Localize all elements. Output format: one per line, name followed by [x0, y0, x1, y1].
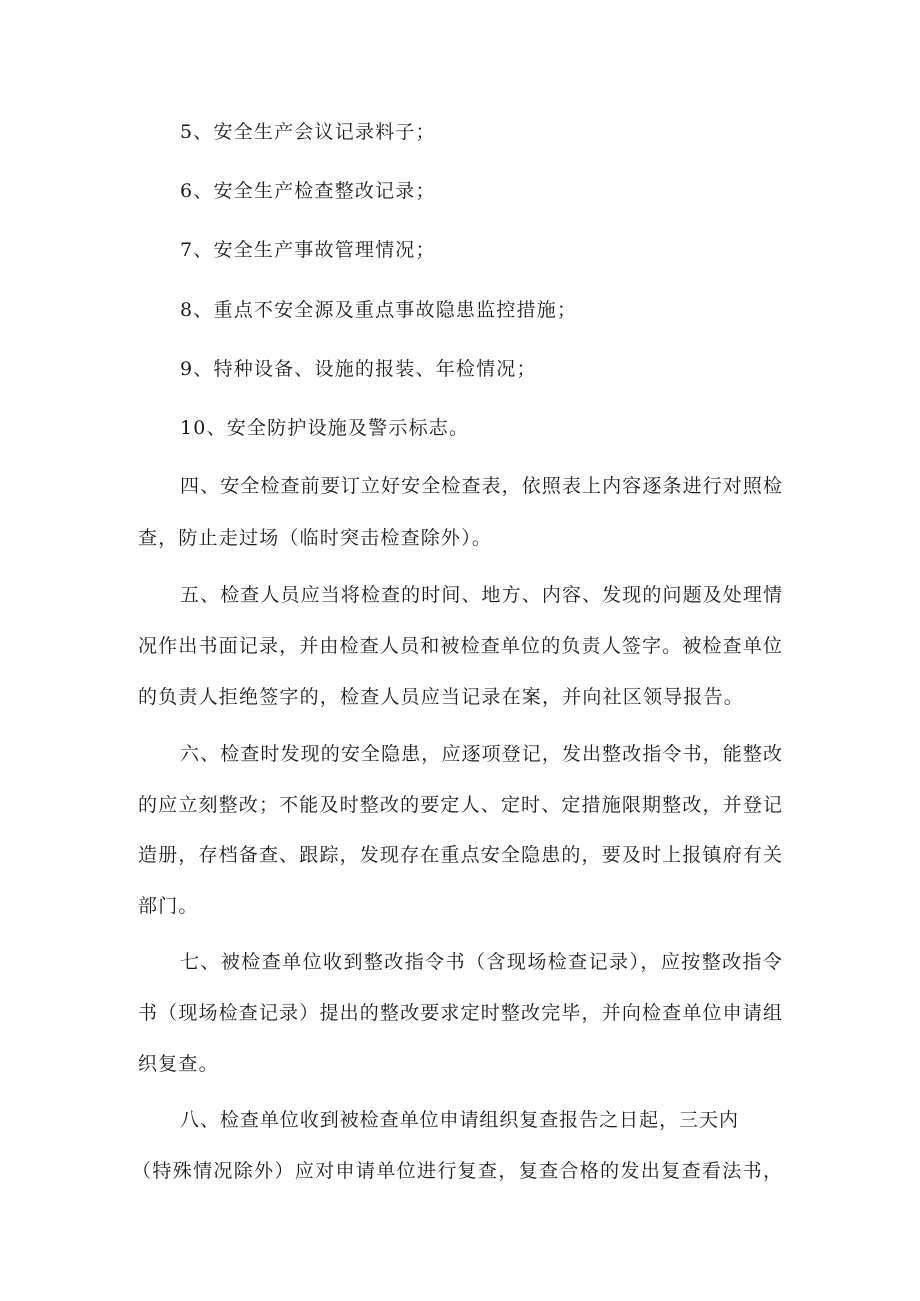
list-item-5: 5、安全生产会议记录料子； — [180, 121, 436, 143]
list-item-10: 10、安全防护设施及警示标志。 — [180, 417, 470, 439]
list-item-8: 8、重点不安全源及重点事故隐患监控措施； — [180, 299, 578, 321]
paragraph-line: 织复查。 — [138, 1053, 219, 1075]
paragraph-line: 的应立刻整改；不能及时整改的要定人、定时、定措施限期整改，并登记 — [138, 794, 782, 816]
list-item-6: 6、安全生产检查整改记录； — [180, 180, 436, 202]
paragraph-line: 八、检查单位收到被检查单位申请组织复查报告之日起，三天内 — [180, 1109, 738, 1131]
paragraph-line: 部门。 — [138, 895, 199, 917]
paragraph-line: 六、检查时发现的安全隐患，应逐项登记，发出整改指令书，能整改 — [180, 743, 782, 765]
paragraph-line: 的负责人拒绝签字的，检查人员应当记录在案，并向社区领导报告。 — [138, 686, 745, 708]
paragraph-line: 查，防止走过场（临时突击检查除外）。 — [138, 527, 493, 549]
paragraph-line: （特殊情况除外）应对申请单位进行复查，复查合格的发出复查看法书， — [132, 1160, 782, 1182]
paragraph-line: 造册，存档备查、跟踪，发现存在重点安全隐患的，要及时上报镇府有关 — [138, 844, 782, 866]
paragraph-line: 况作出书面记录，并由检查人员和被检查单位的负责人签字。被检查单位 — [138, 635, 782, 657]
list-item-7: 7、安全生产事故管理情况； — [180, 239, 436, 261]
paragraph-line: 五、检查人员应当将检查的时间、地方、内容、发现的问题及处理情 — [180, 584, 782, 606]
paragraph-line: 四、安全检查前要订立好安全检查表，依照表上内容逐条进行对照检 — [180, 475, 782, 497]
paragraph-line: 七、被检查单位收到整改指令书（含现场检查记录），应按整改指令 — [180, 951, 782, 973]
paragraph-line: 书（现场检查记录）提出的整改要求定时整改完毕，并向检查单位申请组 — [138, 1002, 782, 1024]
list-item-9: 9、特种设备、设施的报装、年检情况； — [180, 358, 537, 380]
